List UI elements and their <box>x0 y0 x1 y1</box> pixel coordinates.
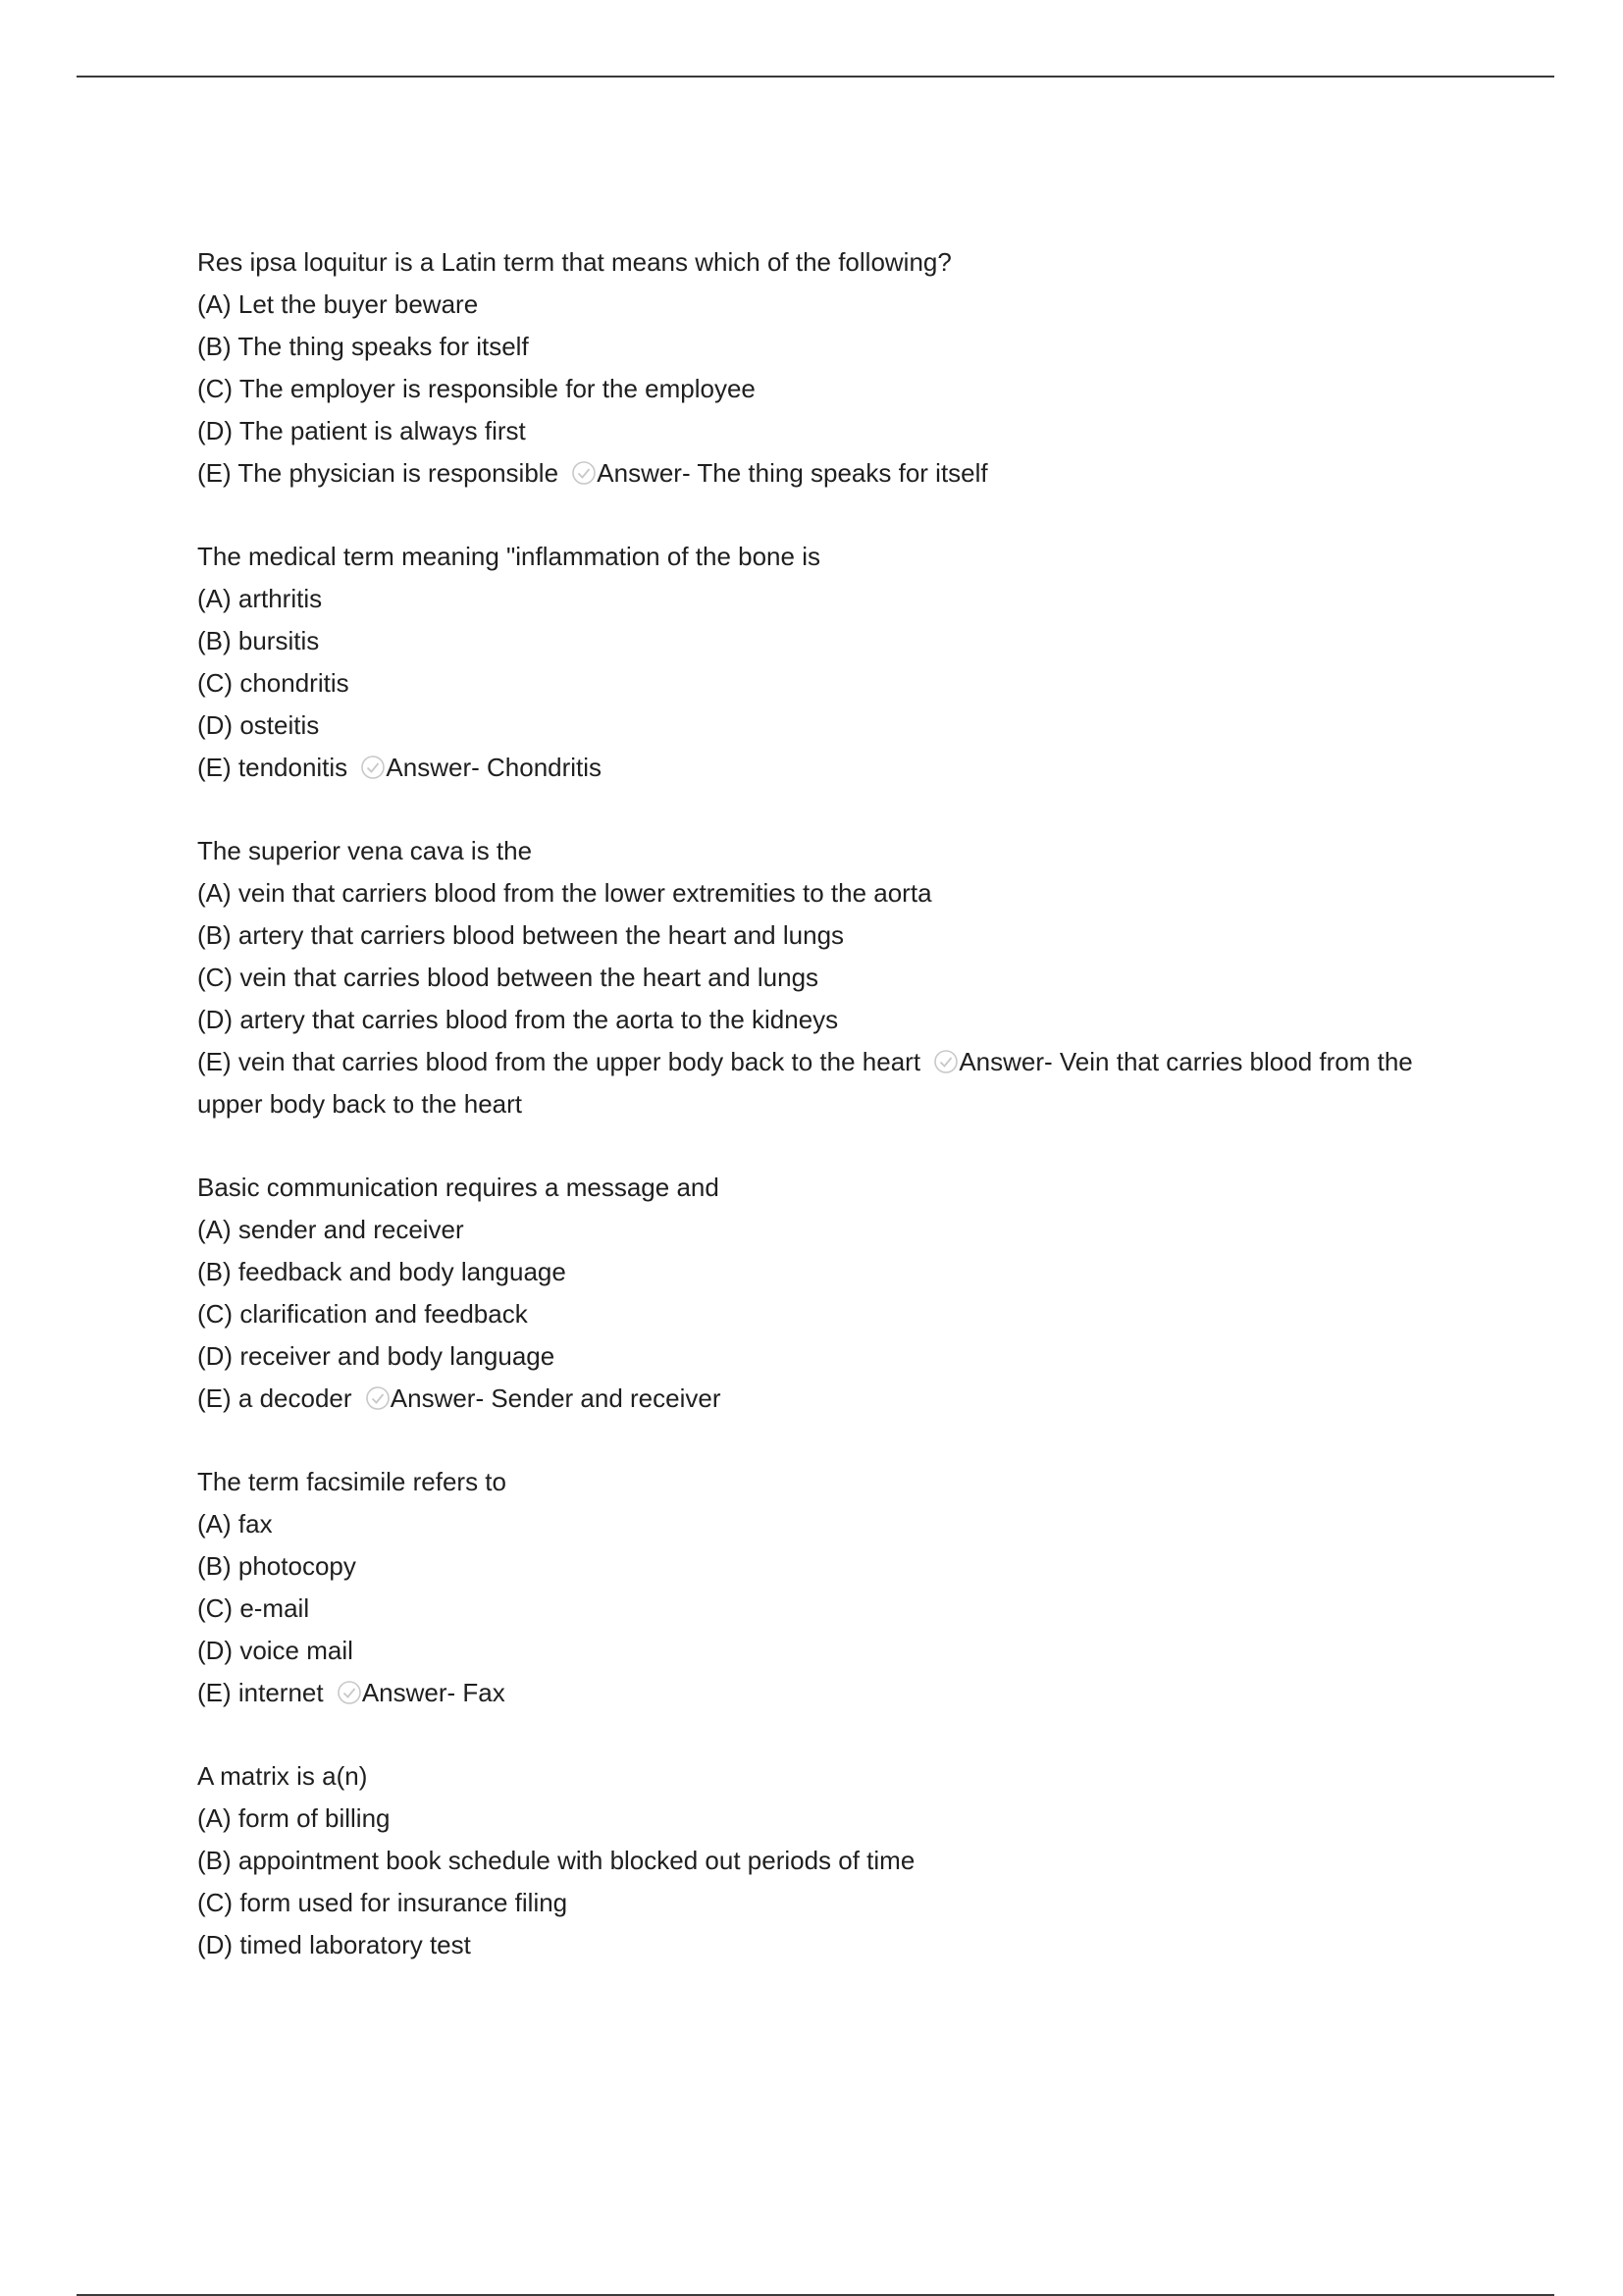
option-e: (E) The physician is responsible <box>197 458 559 488</box>
option-a: (A) fax <box>197 1509 273 1539</box>
option-b: (B) artery that carriers blood between the heart and lungs <box>197 920 845 950</box>
answer-text: Answer- Chondritis <box>386 753 602 782</box>
question-block-1 <box>197 241 1473 495</box>
option-a: (A) arthritis <box>197 584 323 613</box>
answer-text: Answer- Sender and receiver <box>390 1383 721 1413</box>
top-divider <box>77 76 1554 78</box>
option-c: (C) form used for insurance filing <box>197 1888 568 1917</box>
question-text: Basic communication requires a message and <box>197 1173 719 1202</box>
option-d: (D) receiver and body language <box>197 1341 555 1371</box>
option-c: (C) The employer is responsible for the employee <box>197 374 756 403</box>
check-icon <box>933 1049 959 1074</box>
option-c: (C) clarification and feedback <box>197 1299 528 1329</box>
option-e: (E) internet <box>197 1678 324 1707</box>
option-d: (D) voice mail <box>197 1636 353 1665</box>
option-d: (D) artery that carries blood from the aorta to the kidneys <box>197 1005 839 1034</box>
check-icon <box>571 460 597 486</box>
answer-text: Answer- Vein that carries blood from the upper body back to the heart <box>197 1047 1413 1119</box>
option-c: (C) e-mail <box>197 1593 310 1623</box>
option-c: (C) chondritis <box>197 668 349 698</box>
question-text: Res ipsa loquitur is a Latin term that means which of the following? <box>197 247 952 277</box>
option-e-with-answer <box>197 747 1473 789</box>
option-b: (B) bursitis <box>197 626 320 655</box>
option-d: (D) timed laboratory test <box>197 1930 471 1959</box>
question-text: The medical term meaning "inflammation of the bone is <box>197 542 820 571</box>
option-b: (B) photocopy <box>197 1551 356 1581</box>
check-icon <box>337 1680 362 1705</box>
option-e: (E) tendonitis <box>197 753 348 782</box>
question-text: The term facsimile refers to <box>197 1467 506 1496</box>
option-b: (B) The thing speaks for itself <box>197 332 529 361</box>
option-a: (A) form of billing <box>197 1803 391 1833</box>
option-e: (E) a decoder <box>197 1383 352 1413</box>
question-block-5 <box>197 1461 1473 1714</box>
option-e-with-answer <box>197 1378 1473 1420</box>
answer-text: Answer- The thing speaks for itself <box>597 458 988 488</box>
document-body <box>197 241 1473 2008</box>
option-a: (A) vein that carriers blood from the lower extremities to the aorta <box>197 878 932 908</box>
option-b: (B) feedback and body language <box>197 1257 566 1286</box>
check-icon <box>360 755 386 780</box>
answer-text: Answer- Fax <box>361 1678 505 1707</box>
option-d: (D) osteitis <box>197 710 320 740</box>
option-d: (D) The patient is always first <box>197 416 526 445</box>
question-block-4 <box>197 1167 1473 1420</box>
question-text: The superior vena cava is the <box>197 836 533 865</box>
question-text: A matrix is a(n) <box>197 1761 368 1791</box>
option-a: (A) Let the buyer beware <box>197 289 479 319</box>
check-icon <box>365 1385 391 1411</box>
option-e-with-answer <box>197 1672 1473 1714</box>
question-block-2 <box>197 536 1473 789</box>
option-a: (A) sender and receiver <box>197 1215 464 1244</box>
option-e: (E) vein that carries blood from the upper body back to the heart <box>197 1047 921 1076</box>
question-block-3 <box>197 830 1473 1125</box>
question-block-6 <box>197 1755 1473 1966</box>
option-c: (C) vein that carries blood between the heart and lungs <box>197 963 819 992</box>
option-e-with-answer <box>197 1041 1473 1125</box>
option-e-with-answer <box>197 452 1473 495</box>
option-b: (B) appointment book schedule with blocked out periods of time <box>197 1846 916 1875</box>
